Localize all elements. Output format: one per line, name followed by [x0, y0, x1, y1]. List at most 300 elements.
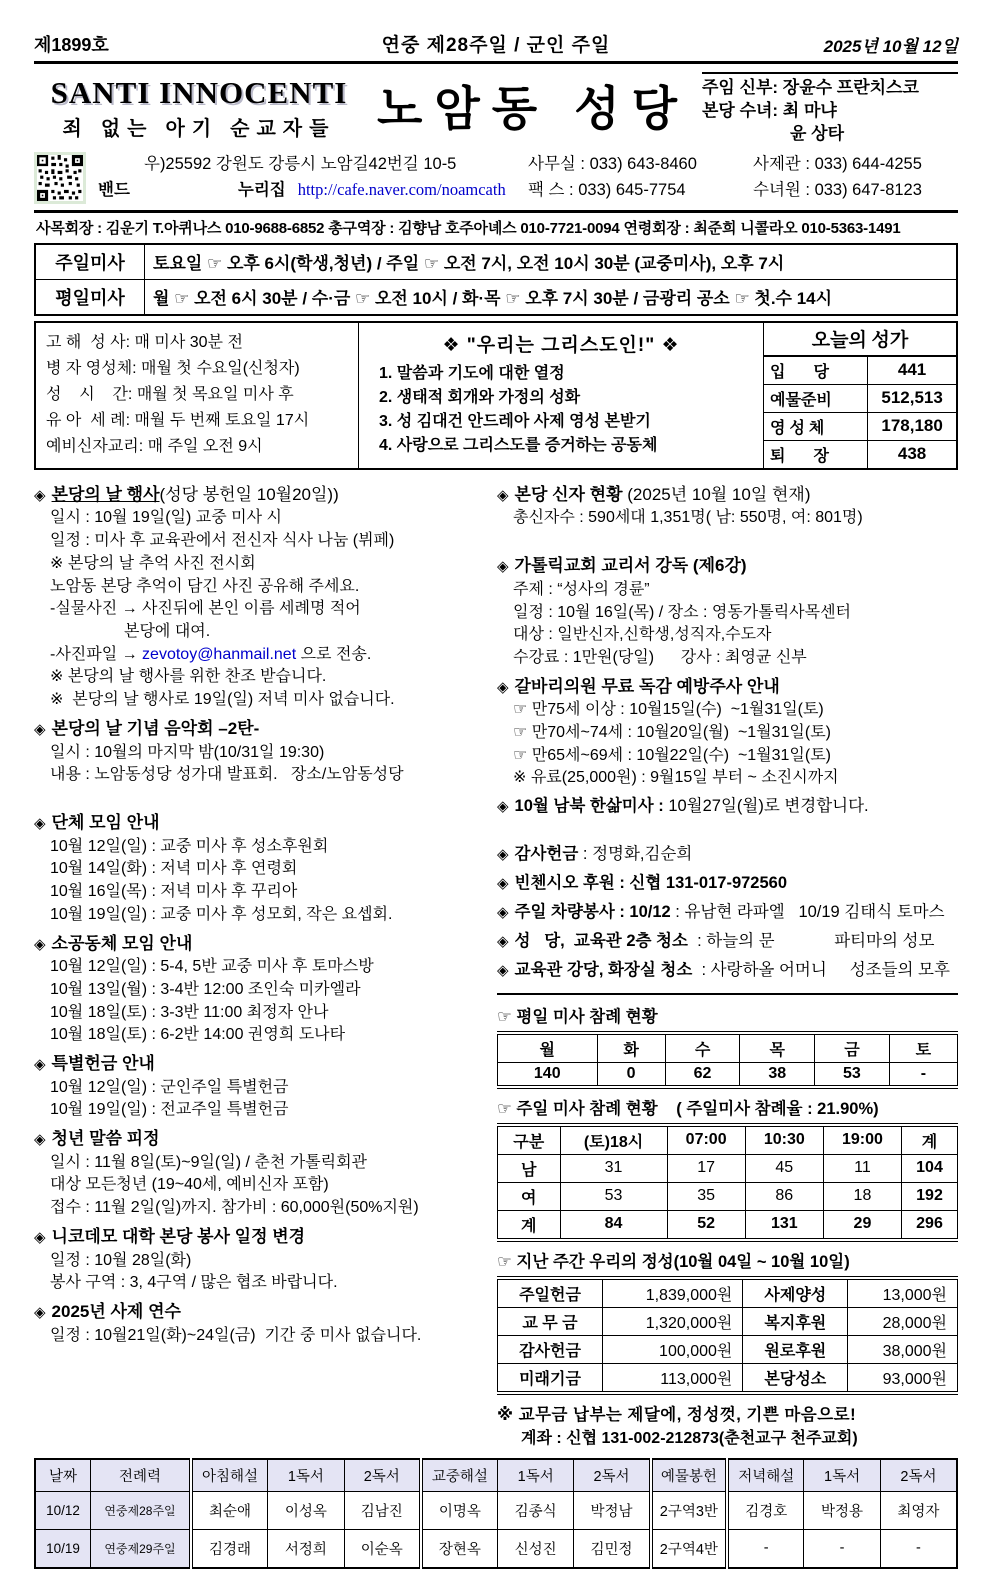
section-title-text: 니코데모 대학 본당 봉사 일정 변경 — [51, 1226, 306, 1246]
section-title-suffix: 10월27일(월)로 변경합니다. — [663, 797, 869, 816]
diamond-bullet-icon: ◈ — [34, 1303, 46, 1321]
homepage-link[interactable]: http://cafe.naver.com/noamcath — [297, 180, 506, 200]
column-header: 2독서 — [344, 1459, 421, 1492]
column-header: 목 — [740, 1033, 815, 1063]
section-priest-training — [34, 1300, 483, 1347]
table-cell: 140 — [498, 1062, 598, 1087]
section-title — [34, 1052, 483, 1077]
section-title-text: 빈첸시오 후원 : 신협 131-017-972560 — [514, 874, 787, 893]
weekday-mass-times: 월 ☞ 오전 6시 30분 / 수·금 ☞ 오전 10시 / 화·목 ☞ 오후 7시 30분 / 금광리 공소 ☞ 첫.수 14시 — [145, 279, 958, 315]
hymn-table — [764, 356, 956, 468]
diamond-bullet-icon: ◈ — [497, 846, 509, 864]
section-title-text: 본당 신자 현황 — [514, 484, 623, 504]
table-cell: 최영자 — [880, 1491, 957, 1529]
text-line: 2. 생태적 회개와 가정의 성화 — [379, 388, 581, 406]
table-cell: 교 무 금 — [498, 1307, 603, 1335]
section-hansam-mass — [497, 795, 958, 819]
table-row — [764, 440, 956, 468]
diamond-bullet-icon: ◈ — [34, 486, 46, 504]
section-nicodemo-service — [34, 1225, 483, 1295]
table-cell: 35 — [667, 1182, 745, 1210]
section-lines — [34, 956, 483, 1047]
table-cell: 장현옥 — [421, 1529, 498, 1568]
section-title-suffix: (성당 봉헌일 10월20일)) — [159, 484, 339, 504]
text-line: 10월 16일(목) : 저녁 미사 후 꾸리아 — [50, 883, 298, 901]
text-line: 10월 13일(월) : 3-4반 12:00 조인숙 미카엘라 — [50, 980, 361, 998]
section-youth-retreat — [34, 1127, 483, 1220]
section-title-text: 본당의 날 기념 음악회 –2탄- — [51, 718, 260, 738]
section-small-community — [34, 932, 483, 1048]
sacrament-times — [36, 323, 359, 468]
diamond-bullet-icon: ◈ — [497, 875, 509, 893]
section-title — [34, 811, 483, 836]
table-cell: 2구역3반 — [651, 1491, 728, 1529]
column-header: 19:00 — [823, 1125, 901, 1155]
column-header: 월 — [498, 1033, 598, 1063]
office-phone: 사무실 : 033) 643-8460 — [528, 155, 697, 174]
diamond-bullet-icon: ◈ — [34, 1056, 46, 1074]
table-cell: 입 당 — [764, 356, 868, 384]
diamond-bullet-icon: ◈ — [34, 720, 46, 738]
section-title-text: 10월 남북 한삶미사 : — [514, 797, 664, 816]
section-thanks-offering — [497, 843, 958, 867]
table-cell: 서정희 — [268, 1529, 345, 1568]
table-cell: 사제양성 — [743, 1278, 848, 1308]
table-row — [498, 1182, 958, 1210]
logo-korean-subtitle: 죄 없는 아기 순교자들 — [62, 117, 336, 140]
sunday-attendance-rate: ( 주일미사 참례율 : 21.90%) — [676, 1099, 879, 1118]
weekday-mass-row — [35, 279, 957, 315]
section-title-suffix: : 하늘의 문 파티마의 성모 — [687, 931, 935, 950]
church-name: 노암동 성당 — [376, 82, 690, 136]
table-row — [498, 1363, 958, 1393]
table-cell: 이순옥 — [344, 1529, 421, 1568]
section-lines — [34, 1250, 483, 1295]
table-row — [498, 1210, 958, 1240]
section-member-status — [497, 483, 958, 530]
text-line: 10월 14일(화) : 저녁 미사 후 연령회 — [50, 860, 298, 878]
table-cell: - — [889, 1062, 957, 1087]
text-line: 수강료 : 1만원(당일) 강사 : 최영균 신부 — [513, 648, 807, 666]
weekday-attendance-caption: ☞ 평일 미사 참례 현황 — [497, 1007, 658, 1026]
column-header: 10:30 — [745, 1125, 823, 1155]
table-cell: - — [880, 1529, 957, 1568]
table-cell: 감사헌금 — [498, 1335, 603, 1363]
table-cell: 박정용 — [804, 1491, 881, 1529]
motto-items — [373, 362, 749, 458]
table-cell: 86 — [745, 1182, 823, 1210]
diamond-bullet-icon: ◈ — [497, 798, 509, 816]
text-line: ※ 유료(25,000원) : 9월15일 부터 ~ 소진시까지 — [513, 769, 839, 787]
mass-schedule-table — [34, 243, 958, 316]
table-row — [498, 1154, 958, 1182]
section-title-text: 갈바리의원 무료 독감 예방주사 안내 — [514, 676, 780, 696]
diamond-bullet-icon: ◈ — [34, 815, 46, 832]
table-cell: 연중제29주일 — [91, 1529, 192, 1568]
text-line: 10월 18일(토) : 3-3반 11:00 최정자 안나 — [50, 1003, 329, 1021]
section-title — [34, 483, 483, 508]
section-lines — [34, 1325, 483, 1348]
table-cell: 84 — [560, 1210, 667, 1240]
table-cell: 복지후원 — [743, 1307, 848, 1335]
diamond-bullet-icon: ◈ — [34, 935, 46, 953]
offering-caption: ☞ 지난 주간 우리의 정성(10월 04일 ~ 10월 10일) — [497, 1252, 850, 1271]
column-header: 1독서 — [268, 1459, 345, 1492]
logo-block — [34, 74, 364, 141]
column-header: 저녁해설 — [727, 1459, 804, 1492]
table-cell: 계 — [498, 1210, 561, 1240]
table-row — [35, 1491, 957, 1529]
line-prefix: -사진파일 → — [50, 645, 143, 663]
text-line: 내용 : 노암동성당 성가대 발표회. 장소/노암동성당 — [50, 766, 404, 784]
table-cell: 원로후원 — [743, 1335, 848, 1363]
table-cell: 13,000원 — [848, 1278, 958, 1308]
table-cell: 38 — [740, 1062, 815, 1087]
section-vincent-support — [497, 872, 958, 896]
text-line: ☞ 만65세~69세 : 10월22일(수) ~1월31일(토) — [513, 746, 832, 764]
table-cell: 104 — [902, 1154, 958, 1182]
staff-line: 사목회장 : 김운기 T.아퀴나스 010-9688-6852 총구역장 : 김향남 호주아녜스 010-7721-0094 연령회장 : 최준희 니콜라오 010-5363-1491 — [36, 219, 901, 237]
section-title-suffix: : 유남현 라파엘 10/19 김태식 토마스 — [670, 902, 945, 921]
diamond-bullet-icon: ◈ — [497, 961, 509, 979]
body-columns — [34, 483, 958, 1448]
table-cell: 18 — [823, 1182, 901, 1210]
column-header: 수 — [665, 1033, 740, 1063]
table-cell: 신성진 — [497, 1529, 574, 1568]
header-row — [498, 1125, 958, 1155]
fax-number: 팩 스 : 033) 645-7754 — [528, 181, 686, 200]
section-title-suffix: (2025년 10월 10일 현재) — [622, 484, 811, 504]
text-line: ※ 본당의 날 추억 사진 전시회 — [50, 554, 256, 572]
sister-line2: 윤 상타 — [790, 123, 844, 143]
column-header: 1독서 — [497, 1459, 574, 1492]
text-line — [34, 644, 483, 667]
column-header: 2독서 — [574, 1459, 651, 1492]
hymn-board-title: 오늘의 성가 — [764, 323, 956, 356]
column-header: 전례력 — [91, 1459, 192, 1492]
sunday-attendance-table — [497, 1123, 958, 1242]
table-cell: - — [727, 1529, 804, 1568]
section-hall-cleaning — [497, 959, 958, 983]
info-band — [34, 321, 958, 470]
text-line: 고 해 성 사: 매 미사 30분 전 — [46, 333, 243, 351]
text-line: 주제 : “성사의 경륜” — [513, 580, 650, 598]
section-lines — [34, 1152, 483, 1220]
table-cell: 1,839,000원 — [603, 1278, 743, 1308]
pastor-line: 주임 신부: 장윤수 프란치스코 — [702, 78, 919, 97]
section-title — [497, 959, 958, 983]
section-title — [34, 1127, 483, 1152]
text-line: ※ 본당의 날 행사를 위한 찬조 받습니다. — [50, 668, 327, 686]
table-cell: 178,180 — [868, 412, 956, 440]
table-cell: 113,000원 — [603, 1363, 743, 1393]
table-row — [498, 1335, 958, 1363]
homepage-label: 누리집 — [237, 181, 286, 200]
text-line: 일시 : 10월 19일(일) 교중 미사 시 — [50, 509, 282, 527]
section-title — [497, 901, 958, 925]
text-line: 4. 사랑으로 그리스도를 증거하는 공동체 — [379, 436, 658, 454]
diamond-bullet-icon: ◈ — [497, 558, 509, 576]
table-cell: 남 — [498, 1154, 561, 1182]
text-line: 접수 : 11월 2일(일)까지. 참가비 : 60,000원(50%지원) — [50, 1199, 419, 1217]
table-cell: 131 — [745, 1210, 823, 1240]
table-cell: 김경래 — [191, 1529, 268, 1568]
text-line: 유 아 세 례: 매월 두 번째 토요일 17시 — [46, 412, 310, 430]
table-cell: 예물준비 — [764, 384, 868, 412]
section-flu-shot — [497, 675, 958, 791]
section-title — [34, 1300, 483, 1325]
text-line: ☞ 만70세~74세 : 10월20일(월) ~1월31일(토) — [513, 724, 832, 742]
section-title-text: 청년 말씀 피정 — [51, 1129, 160, 1149]
table-cell: 0 — [597, 1062, 665, 1087]
table-cell: 512,513 — [868, 384, 956, 412]
text-line: 1. 말씀과 기도에 대한 열정 — [379, 364, 565, 382]
section-title-text: 소공동체 모임 안내 — [51, 933, 193, 953]
text-line: 일시 : 11월 8일(토)~9일(일) / 춘천 가톨릭회관 — [50, 1153, 368, 1171]
table-cell: 김남진 — [344, 1491, 421, 1529]
text-line: 봉사 구역 : 3, 4구역 / 많은 협조 바랍니다. — [50, 1274, 338, 1292]
text-line: 대상 모든청년 (19~40세, 예비신자 포함) — [50, 1176, 329, 1194]
table-cell: 퇴 장 — [764, 440, 868, 468]
column-header: 구분 — [498, 1125, 561, 1155]
table-cell: 여 — [498, 1182, 561, 1210]
offering-account: 계좌 : 신협 131-002-212873(춘천교구 천주교회) — [521, 1429, 858, 1447]
table-cell: - — [804, 1529, 881, 1568]
section-title — [34, 932, 483, 957]
table-cell: 영 성 체 — [764, 412, 868, 440]
left-column — [34, 483, 483, 1448]
section-title-suffix: : 사랑하올 어머니 성조들의 모후 — [692, 960, 950, 979]
section-title — [34, 1225, 483, 1250]
header-row — [35, 1459, 957, 1492]
section-lines — [497, 507, 958, 530]
table-row — [764, 412, 956, 440]
table-cell: 김경호 — [727, 1491, 804, 1529]
table-cell: 28,000원 — [848, 1307, 958, 1335]
text-line: 10월 12일(일) : 5-4, 5반 교중 미사 후 토마스방 — [50, 958, 374, 976]
weekday-attendance-table — [497, 1031, 958, 1089]
logo-latin-text: SANTI INNOCENTI — [50, 74, 348, 110]
table-cell: 10/12 — [35, 1491, 91, 1529]
section-title-text: 단체 모임 안내 — [51, 813, 160, 832]
table-cell: 박정남 — [574, 1491, 651, 1529]
offering-note: ※ 교무금 납부는 제달에, 정성껏, 기쁜 마음으로! — [497, 1405, 857, 1424]
text-line: 일정 : 미사 후 교육관에서 전신자 식사 나눔 (뷔페) — [50, 532, 395, 550]
section-church-cleaning — [497, 930, 958, 954]
table-cell: 11 — [823, 1154, 901, 1182]
text-line: 본당에 대여. — [124, 623, 211, 641]
section-lines — [497, 699, 958, 790]
section-lines — [34, 1077, 483, 1122]
sunday-mass-label: 주일미사 — [35, 244, 145, 280]
text-line: ※ 본당의 날 행사로 19일(일) 저녁 미사 없습니다. — [50, 691, 395, 709]
section-lines — [34, 836, 483, 927]
postal-address: 우)25592 강원도 강릉시 노암길42번길 10-5 — [144, 155, 457, 174]
section-parish-day-event — [34, 483, 483, 712]
offering-table — [497, 1276, 958, 1395]
right-column — [497, 483, 958, 1448]
clergy-block — [702, 72, 958, 146]
hymn-board — [764, 323, 956, 468]
column-header: 금 — [815, 1033, 890, 1063]
band-label: 밴드 — [98, 181, 130, 200]
table-cell: 김민정 — [574, 1529, 651, 1568]
text-line: 3. 성 김대건 안드레아 사제 영성 본받기 — [379, 412, 651, 430]
section-title-text: 2025년 사제 연수 — [51, 1301, 181, 1321]
table-row — [498, 1278, 958, 1308]
diamond-bullet-icon: ◈ — [497, 932, 509, 950]
convent-phone: 수녀원 : 033) 647-8123 — [753, 181, 922, 200]
table-row — [498, 1062, 958, 1087]
section-group-meetings — [34, 811, 483, 927]
homepage-line — [98, 178, 528, 203]
section-title-text: 교육관 강당, 화장실 청소 — [514, 960, 693, 979]
text-line: 일시 : 10월의 마지막 밤(10/31일 19:30) — [50, 743, 325, 761]
section-special-offering — [34, 1052, 483, 1122]
text-line: 10월 12일(일) : 군인주일 특별헌금 — [50, 1078, 289, 1096]
issue-number: 제1899호 — [34, 35, 109, 55]
table-cell: 이성옥 — [268, 1491, 345, 1529]
text-line: 일정 : 10월21일(화)~24일(금) 기간 중 미사 없습니다. — [50, 1326, 422, 1344]
masthead — [34, 30, 958, 64]
qr-code-image — [37, 155, 83, 201]
section-title — [34, 717, 483, 742]
section-parish-day-concert — [34, 717, 483, 787]
column-header: 날짜 — [35, 1459, 91, 1492]
section-title-text: 주일 차량봉사 : 10/12 — [514, 902, 671, 921]
section-title-text: 감사헌금 — [514, 845, 579, 864]
column-header: 교중해설 — [421, 1459, 498, 1492]
section-title-suffix: : 정명화,김순희 — [578, 845, 693, 864]
section-vehicle-service — [497, 901, 958, 925]
table-cell: 미래기금 — [498, 1363, 603, 1393]
diamond-bullet-icon: ◈ — [497, 486, 509, 504]
table-cell: 연중제28주일 — [91, 1491, 192, 1529]
section-title-text: 가톨릭교회 교리서 강독 (제6강) — [514, 556, 747, 576]
table-cell: 93,000원 — [848, 1363, 958, 1393]
section-lines — [497, 579, 958, 670]
table-cell: 31 — [560, 1154, 667, 1182]
sunday-attendance-caption-text: ☞ 주일 미사 참례 현황 — [497, 1099, 658, 1118]
attendance-block — [497, 993, 958, 1448]
text-line: 10월 19일(일) : 교중 미사 후 성모회, 작은 요셉회. — [50, 905, 393, 923]
column-header: 아침해설 — [191, 1459, 268, 1492]
table-row — [764, 384, 956, 412]
text-line: 10월 18일(토) : 6-2반 14:00 권영희 도나타 — [50, 1026, 346, 1044]
section-title-text: 성 당, 교육관 2층 청소 — [514, 931, 688, 950]
column-header: 예물봉헌 — [651, 1459, 728, 1492]
section-title — [497, 675, 958, 700]
text-line: 병 자 영성체: 매월 첫 수요일(신청자) — [46, 359, 300, 377]
text-line: ☞ 만75세 이상 : 10월15일(수) ~1월31일(토) — [513, 701, 824, 719]
motto-title: ❖ "우리는 그리스도인!" ❖ — [442, 334, 680, 356]
table-cell: 최순애 — [191, 1491, 268, 1529]
table-cell: 김종식 — [497, 1491, 574, 1529]
text-line: 총신자수 : 590세대 1,351명( 남: 550명, 여: 801명) — [513, 509, 863, 527]
table-cell: 이명옥 — [421, 1491, 498, 1529]
column-header: 07:00 — [667, 1125, 745, 1155]
column-header: 1독서 — [804, 1459, 881, 1492]
table-row — [498, 1307, 958, 1335]
column-header: (토)18시 — [560, 1125, 667, 1155]
logo-row — [34, 72, 958, 146]
email-link[interactable]: zevotoy@hanmail.net — [142, 645, 297, 663]
text-line: 10월 12일(일) : 교중 미사 후 성소후원회 — [50, 837, 329, 855]
section-title — [497, 930, 958, 954]
header-row — [498, 1033, 958, 1063]
table-cell: 192 — [902, 1182, 958, 1210]
table-cell: 53 — [560, 1182, 667, 1210]
sunday-mass-times: 토요일 ☞ 오후 6시(학생,청년) / 주일 ☞ 오전 7시, 오전 10시 30분 (교중미사), 오후 7시 — [145, 244, 958, 280]
table-row — [35, 1529, 957, 1568]
table-cell: 주일헌금 — [498, 1278, 603, 1308]
liturgy-roster-table — [34, 1458, 958, 1569]
section-title — [497, 872, 958, 896]
section-title-text: 본당의 날 행사 — [51, 484, 160, 504]
text-line: 대상 : 일반신자,신학생,성직자,수도자 — [513, 626, 772, 644]
table-cell: 2구역4반 — [651, 1529, 728, 1568]
diamond-bullet-icon: ◈ — [34, 1131, 46, 1149]
table-cell: 438 — [868, 440, 956, 468]
table-cell: 296 — [902, 1210, 958, 1240]
section-title — [497, 483, 958, 508]
pastoral-motto — [359, 323, 764, 468]
sunday-attendance-caption — [497, 1095, 958, 1119]
column-header: 2독서 — [880, 1459, 957, 1492]
bulletin-title: 연중 제28주일 / 군인 주일 — [381, 35, 611, 56]
bulletin-date: 2025년 10월 12일 — [823, 37, 958, 56]
text-line: -실물사진 → 사진뒤에 본인 이름 세례명 적어 — [50, 600, 361, 618]
rectory-phone: 사제관 : 033) 644-4255 — [753, 155, 922, 174]
diamond-bullet-icon: ◈ — [34, 1228, 46, 1246]
section-title-text: 특별헌금 안내 — [51, 1054, 155, 1074]
text-line: 성 시 간: 매월 첫 목요일 미사 후 — [46, 385, 294, 403]
diamond-bullet-icon: ◈ — [497, 678, 509, 696]
column-header: 토 — [889, 1033, 957, 1063]
section-title — [497, 843, 958, 867]
column-header: 화 — [597, 1033, 665, 1063]
table-cell: 52 — [667, 1210, 745, 1240]
line-suffix: 으로 전송. — [296, 645, 372, 663]
section-title — [497, 795, 958, 819]
table-cell: 본당성소 — [743, 1363, 848, 1393]
column-header: 계 — [902, 1125, 958, 1155]
table-row — [764, 356, 956, 384]
table-cell: 38,000원 — [848, 1335, 958, 1363]
text-line: 노암동 본당 추억이 담긴 사진 공유해 주세요. — [50, 577, 360, 595]
table-cell: 53 — [815, 1062, 890, 1087]
section-lines — [34, 742, 483, 787]
qr-code — [34, 152, 86, 204]
text-line: 10월 19일(일) : 전교주일 특별헌금 — [50, 1101, 289, 1119]
table-cell: 62 — [665, 1062, 740, 1087]
section-catechism-lecture — [497, 554, 958, 670]
text-line: 일정 : 10월 28일(화) — [50, 1251, 192, 1269]
text-line: 예비신자교리: 매 주일 오전 9시 — [46, 438, 263, 456]
table-cell: 10/19 — [35, 1529, 91, 1568]
weekday-mass-label: 평일미사 — [35, 279, 145, 315]
section-lines — [34, 507, 483, 711]
sister-line: 본당 수녀: 최 마냐 — [702, 100, 837, 120]
table-cell: 441 — [868, 356, 956, 384]
sunday-mass-row — [35, 244, 957, 280]
text-line: 일정 : 10월 16일(목) / 장소 : 영동가톨릭사목센터 — [513, 603, 851, 621]
table-cell: 45 — [745, 1154, 823, 1182]
table-cell: 17 — [667, 1154, 745, 1182]
table-cell: 1,320,000원 — [603, 1307, 743, 1335]
contact-block — [34, 148, 958, 213]
table-cell: 100,000원 — [603, 1335, 743, 1363]
